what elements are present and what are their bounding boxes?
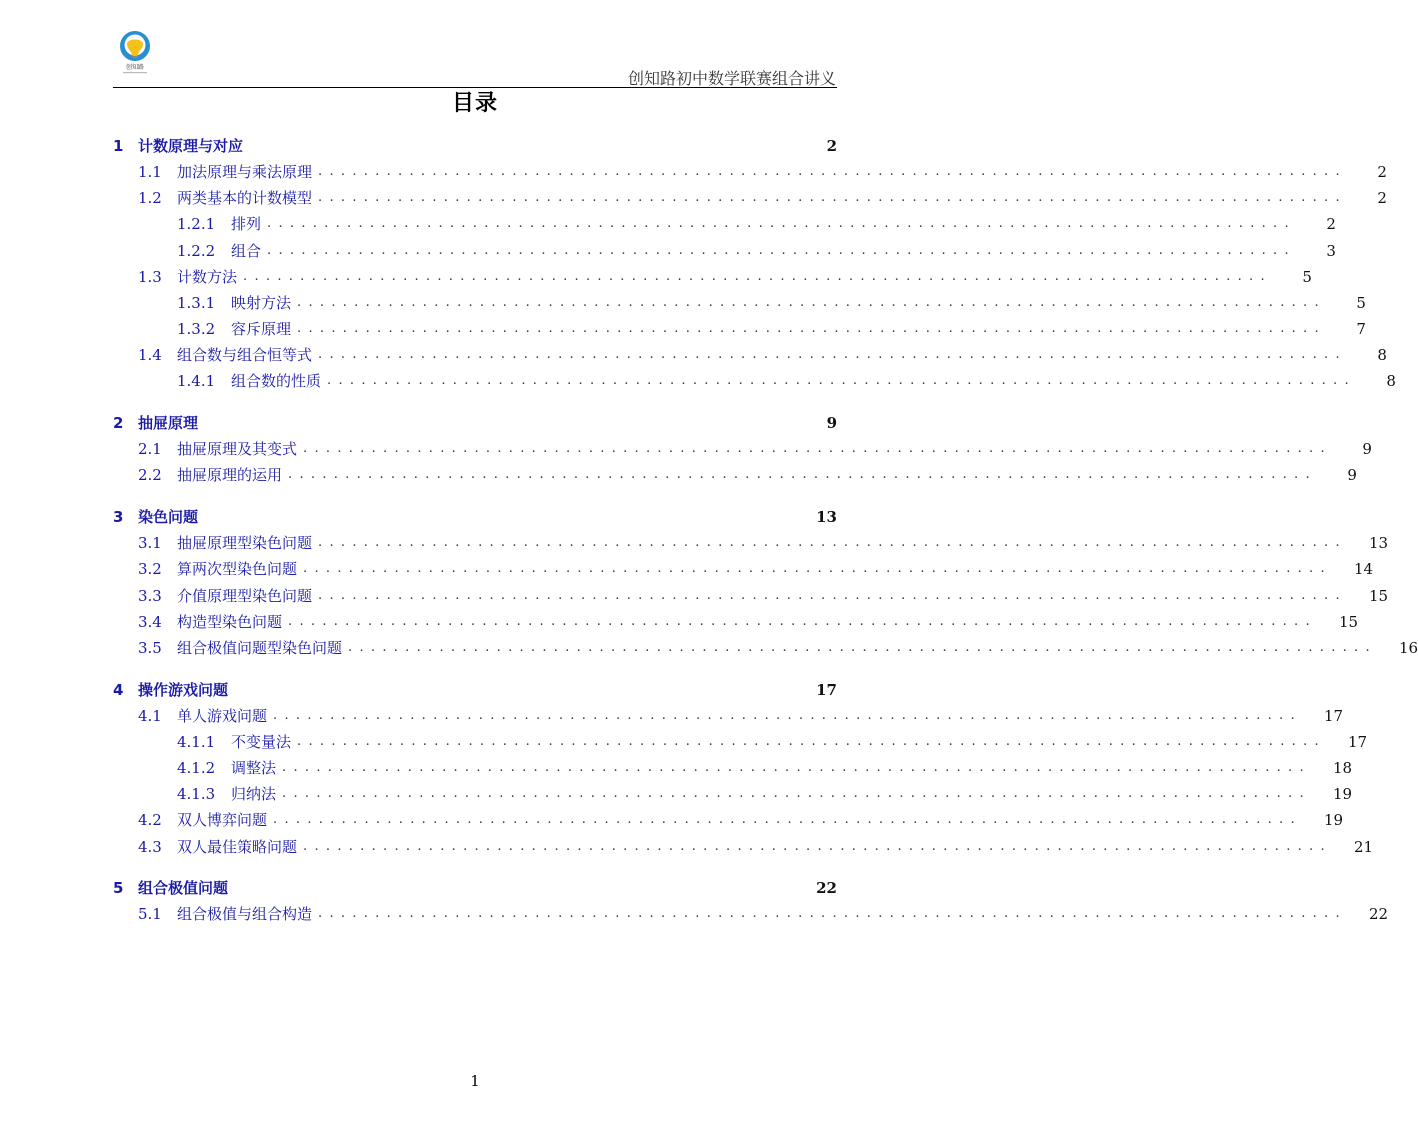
toc-entry[interactable]: [113, 369, 1396, 393]
toc-entry[interactable]: [113, 610, 1359, 634]
toc-dot-leader: ..........................................................................................: [318, 190, 1347, 205]
toc-entry-title[interactable]: 操作游戏问题: [138, 681, 229, 699]
toc-entry-page[interactable]: 13: [1368, 534, 1389, 552]
toc-entry-title[interactable]: 归纳法: [231, 785, 277, 803]
toc-entry-number[interactable]: 5: [113, 879, 124, 897]
toc-entry-number[interactable]: 4.1: [138, 707, 162, 725]
toc-entry-title[interactable]: 染色问题: [138, 508, 199, 526]
toc-entry-page[interactable]: 22: [1368, 905, 1389, 923]
toc-entry-page[interactable]: 8: [1386, 372, 1396, 390]
toc-entry-number[interactable]: 4.1.2: [177, 759, 216, 777]
toc-entry-page[interactable]: 9: [826, 414, 837, 432]
toc-entry[interactable]: [113, 505, 837, 529]
toc-entry-number[interactable]: 3.2: [138, 560, 162, 578]
toc-heading: 目录: [451, 91, 498, 116]
header-title: 创知路初中数学联赛组合讲义: [627, 69, 836, 88]
toc-entry-number[interactable]: 2: [113, 414, 124, 432]
toc-entry-page[interactable]: 5: [1302, 268, 1312, 286]
toc-entry[interactable]: [113, 531, 1389, 555]
toc-dot-leader: ..........................................................................................: [318, 535, 1347, 550]
toc-entry-number[interactable]: 1.4: [138, 346, 162, 364]
toc-entry-page[interactable]: 8: [1377, 346, 1387, 364]
toc-dot-leader: ..........................................................................................: [297, 295, 1326, 310]
toc-entry-number[interactable]: 1: [113, 137, 124, 155]
toc-dot-leader: ..........................................................................................: [267, 243, 1296, 258]
toc-entry-page[interactable]: 21: [1353, 838, 1374, 856]
toc-entry-number[interactable]: 1.3: [138, 268, 162, 286]
toc-dot-leader: ..........................................................................................: [303, 561, 1332, 576]
toc-entry-number[interactable]: 5.1: [138, 905, 162, 923]
toc-entry-title[interactable]: 单人游戏问题: [177, 707, 268, 725]
toc-entry-page[interactable]: 3: [1326, 242, 1336, 260]
toc-entry-number[interactable]: 2.1: [138, 440, 162, 458]
toc-entry-number[interactable]: 2.2: [138, 466, 162, 484]
toc-entry[interactable]: [113, 437, 1372, 461]
toc-dot-leader: ..........................................................................................: [282, 760, 1311, 775]
toc-entry-title[interactable]: 组合数的性质: [231, 372, 322, 390]
toc-entry-title[interactable]: 抽屉原理型染色问题: [177, 534, 313, 552]
toc-entry-title[interactable]: 构造型染色问题: [177, 613, 283, 631]
toc-entry-page[interactable]: 16: [1398, 639, 1418, 657]
toc-entry[interactable]: [113, 704, 1344, 728]
toc-entry-number[interactable]: 3: [113, 508, 124, 526]
toc-dot-leader: ..........................................................................................: [303, 839, 1332, 854]
toc-entry-page[interactable]: 17: [1347, 733, 1368, 751]
toc-entry[interactable]: [113, 835, 1374, 859]
toc-entry-page[interactable]: 19: [1323, 811, 1344, 829]
toc-entry[interactable]: [113, 411, 837, 435]
toc-entry[interactable]: [113, 186, 1387, 210]
toc-entry[interactable]: [113, 317, 1366, 341]
toc-entry-title[interactable]: 计数方法: [177, 268, 238, 286]
toc-entry-title[interactable]: 不变量法: [231, 733, 292, 751]
toc-entry-number[interactable]: 4.3: [138, 838, 162, 856]
toc-entry-number[interactable]: 1.3.2: [177, 320, 216, 338]
toc-entry-title[interactable]: 排列: [231, 215, 262, 233]
toc-dot-leader: ..........................................................................................: [318, 164, 1347, 179]
toc-entry-number[interactable]: 4: [113, 681, 124, 699]
toc-entry[interactable]: [113, 134, 837, 158]
toc-entry[interactable]: [113, 239, 1336, 263]
toc-dot-leader: ..........................................................................................: [297, 321, 1326, 336]
toc-entry-page[interactable]: 13: [816, 508, 837, 526]
toc-entry[interactable]: [113, 212, 1336, 236]
toc-entry-title[interactable]: 组合: [231, 242, 262, 260]
toc-entry-page[interactable]: 22: [816, 879, 837, 897]
toc-entry-title[interactable]: 算两次型染色问题: [177, 560, 298, 578]
logo-wordmark: 创知路: [125, 64, 145, 71]
toc-entry-title[interactable]: 加法原理与乘法原理: [177, 163, 313, 181]
toc-dot-leader: ..........................................................................................: [348, 640, 1377, 655]
toc-entry-page[interactable]: 15: [1338, 613, 1359, 631]
toc-entry-page[interactable]: 2: [1377, 163, 1387, 181]
toc-dot-leader: ..........................................................................................: [297, 734, 1326, 749]
toc-entry-number[interactable]: 1.3.1: [177, 294, 216, 312]
toc-dot-leader: ..........................................................................................: [267, 216, 1296, 231]
toc-entry[interactable]: [113, 902, 1389, 926]
toc-entry-title[interactable]: 双人最佳策略问题: [177, 838, 298, 856]
toc-entry[interactable]: [113, 160, 1387, 184]
toc-entry-page[interactable]: 17: [816, 681, 837, 699]
toc-entry-number[interactable]: 4.1.3: [177, 785, 216, 803]
toc-entry[interactable]: [113, 584, 1389, 608]
toc-dot-leader: ..........................................................................................: [318, 906, 1347, 921]
toc-entry-number[interactable]: 1.4.1: [177, 372, 216, 390]
toc-dot-leader: ..........................................................................................: [288, 614, 1317, 629]
footer-page-number: 1: [470, 1072, 480, 1090]
toc-entry-number[interactable]: 3.3: [138, 587, 162, 605]
toc-entry[interactable]: [113, 343, 1387, 367]
toc-entry[interactable]: [113, 265, 1312, 289]
toc-dot-leader: ..........................................................................................: [243, 269, 1272, 284]
toc-entry-title[interactable]: 组合极值问题型染色问题: [177, 639, 343, 657]
toc-entry-page[interactable]: 9: [1362, 440, 1372, 458]
toc-entry-number[interactable]: 4.1.1: [177, 733, 216, 751]
toc-entry-title[interactable]: 组合数与组合恒等式: [177, 346, 313, 364]
toc-dot-leader: ..........................................................................................: [273, 812, 1302, 827]
toc-dot-leader: ..........................................................................................: [318, 588, 1347, 603]
toc-entry-page[interactable]: 15: [1368, 587, 1389, 605]
toc-dot-leader: ..........................................................................................: [288, 467, 1317, 482]
toc-entry[interactable]: [113, 463, 1357, 487]
toc-entry-page[interactable]: 7: [1356, 320, 1366, 338]
toc-entry-title[interactable]: 组合极值问题: [138, 879, 229, 897]
toc-entry[interactable]: [113, 730, 1368, 754]
toc-entry-number[interactable]: 3.1: [138, 534, 162, 552]
toc-entry-title[interactable]: 容斥原理: [231, 320, 292, 338]
toc-dot-leader: ..........................................................................................: [273, 708, 1302, 723]
toc-entry-number[interactable]: 3.4: [138, 613, 162, 631]
toc-entry-title[interactable]: 两类基本的计数模型: [177, 189, 313, 207]
toc-entry-page[interactable]: 2: [1377, 189, 1387, 207]
toc-entry[interactable]: [113, 557, 1374, 581]
toc-entry-page[interactable]: 19: [1332, 785, 1353, 803]
toc-entry-page[interactable]: 2: [1326, 215, 1336, 233]
toc-dot-leader: ..........................................................................................: [327, 373, 1356, 388]
toc-entry-number[interactable]: 1.2.1: [177, 215, 216, 233]
toc-entry[interactable]: [113, 876, 837, 900]
toc-entry-number[interactable]: 1.1: [138, 163, 162, 181]
toc-entry-title[interactable]: 介值原理型染色问题: [177, 587, 313, 605]
toc-entry-title[interactable]: 映射方法: [231, 294, 292, 312]
toc-entry[interactable]: [113, 636, 1418, 660]
toc-entry-page[interactable]: 2: [826, 137, 837, 155]
toc-entry-page[interactable]: 18: [1332, 759, 1353, 777]
toc-entry-title[interactable]: 抽屉原理的运用: [177, 466, 283, 484]
toc-dot-leader: ..........................................................................................: [282, 786, 1311, 801]
toc-dot-leader: ..........................................................................................: [303, 441, 1332, 456]
toc-entry[interactable]: [113, 808, 1344, 832]
toc-entry[interactable]: [113, 782, 1353, 806]
toc-entry-page[interactable]: 14: [1353, 560, 1374, 578]
toc-dot-leader: ..........................................................................................: [318, 347, 1347, 362]
toc-entry-title[interactable]: 抽屉原理: [138, 414, 199, 432]
toc-entry-title[interactable]: 抽屉原理及其变式: [177, 440, 298, 458]
toc-entry-page[interactable]: 17: [1323, 707, 1344, 725]
toc-entry-title[interactable]: 组合极值与组合构造: [177, 905, 313, 923]
toc-entry[interactable]: [113, 678, 837, 702]
toc-entry-number[interactable]: 3.5: [138, 639, 162, 657]
toc-entry[interactable]: [113, 756, 1353, 780]
toc-entry-page[interactable]: 5: [1356, 294, 1366, 312]
toc-entry[interactable]: [113, 291, 1366, 315]
toc-entry-title[interactable]: 双人博弈问题: [177, 811, 268, 829]
toc-entry-number[interactable]: 1.2.2: [177, 242, 216, 260]
toc-entry-page[interactable]: 9: [1347, 466, 1357, 484]
toc-entry-title[interactable]: 调整法: [231, 759, 277, 777]
brand-logo-icon: [117, 30, 153, 76]
toc-entry-number[interactable]: 4.2: [138, 811, 162, 829]
toc-entry-number[interactable]: 1.2: [138, 189, 162, 207]
toc-entry-title[interactable]: 计数原理与对应: [138, 137, 244, 155]
